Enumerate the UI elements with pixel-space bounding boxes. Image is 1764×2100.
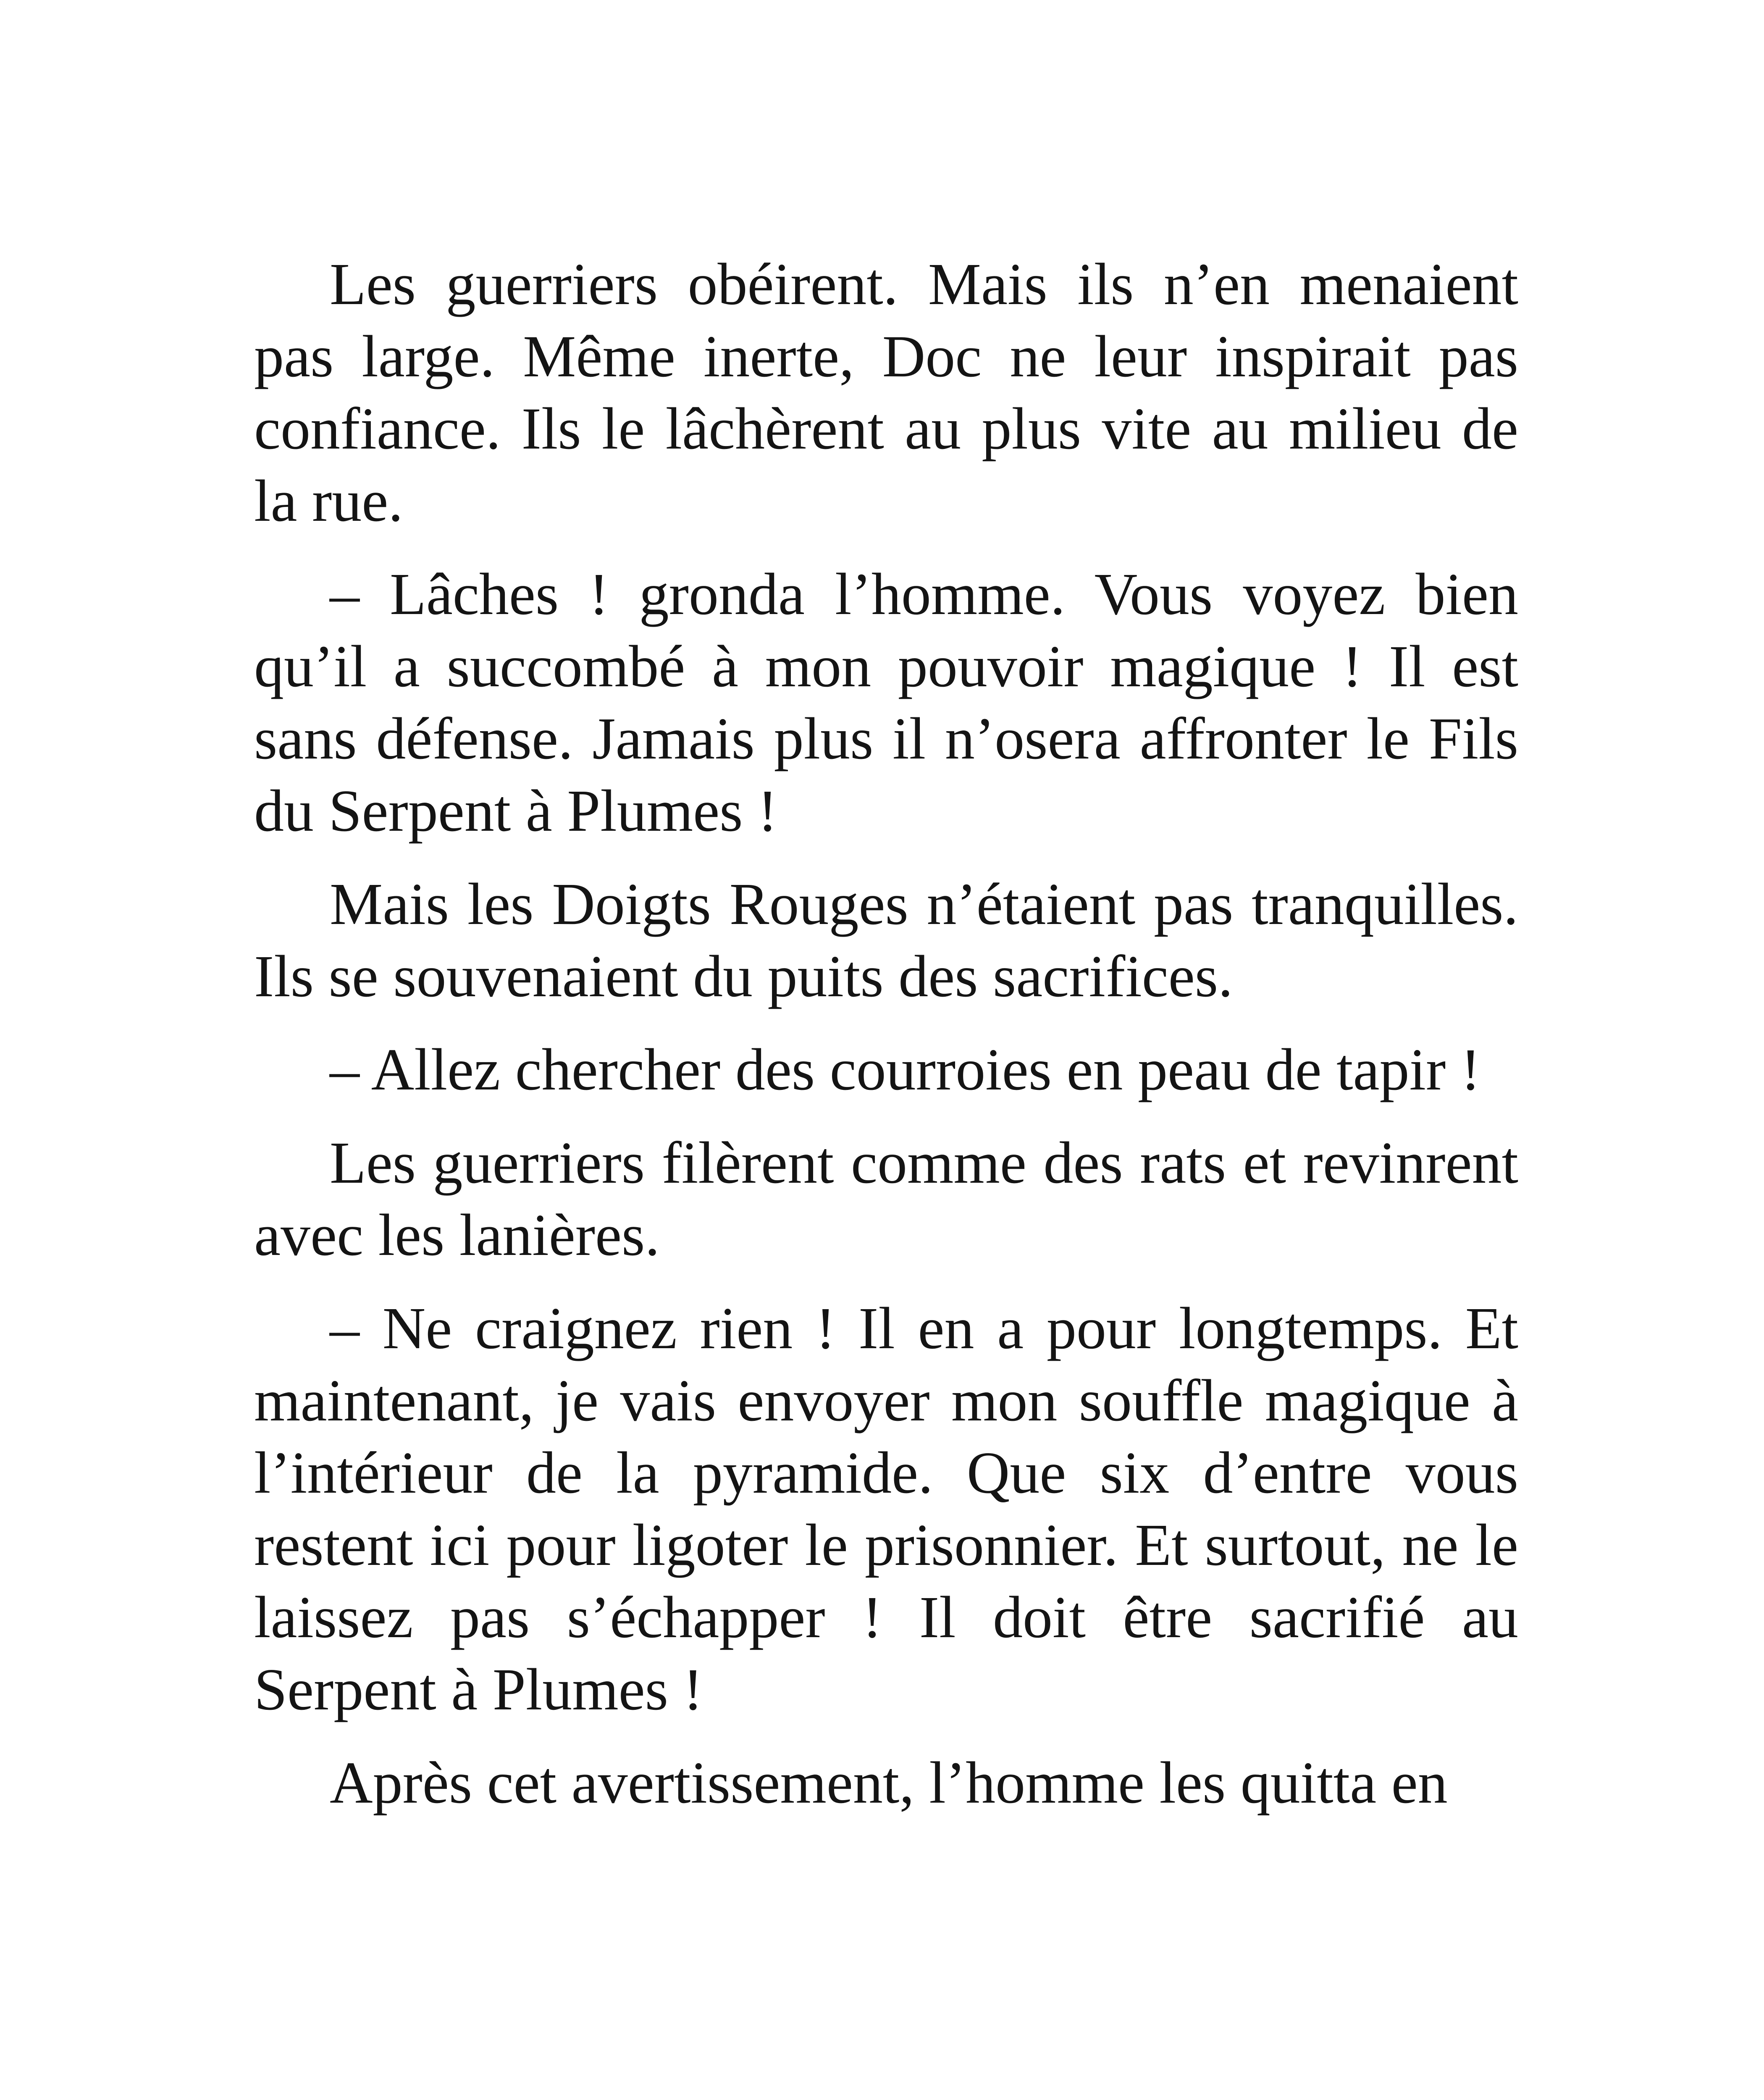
paragraph: Mais les Doigts Rouges n’étaient pas tranquilles. Ils se souvenaient du puits des sacrifices. xyxy=(254,871,1518,1009)
paragraph: – Allez chercher des courroies en peau de tapir ! xyxy=(330,1036,1481,1102)
paragraph: Les guerriers obéirent. Mais ils n’en menaient pas large. Même inerte, Doc ne leur inspirait pas confiance. Ils le lâchèrent au plus vite au milieu de la rue. xyxy=(254,251,1518,534)
paragraph: – Lâches ! gronda l’homme. Vous voyez bien qu’il a succombé à mon pouvoir magique ! Il est sans défense. Jamais plus il n’osera affronter le Fils du Serpent à Plumes ! xyxy=(254,561,1518,844)
paragraph: – Ne craignez rien ! Il en a pour longtemps. Et maintenant, je vais envoyer mon souffle magique à l’intérieur de la pyramide. Que six d’entre vous restent ici pour ligoter le prisonnier. Et surtout, ne le laissez pas s’échapper ! Il doit être sacrifié au Serpent à Plumes ! xyxy=(254,1295,1518,1722)
body-text xyxy=(254,248,1518,1840)
paragraph: Après cet avertissement, l’homme les quitta en xyxy=(330,1749,1448,1816)
paragraph: Les guerriers filèrent comme des rats et revinrent avec les lanières. xyxy=(254,1129,1518,1268)
